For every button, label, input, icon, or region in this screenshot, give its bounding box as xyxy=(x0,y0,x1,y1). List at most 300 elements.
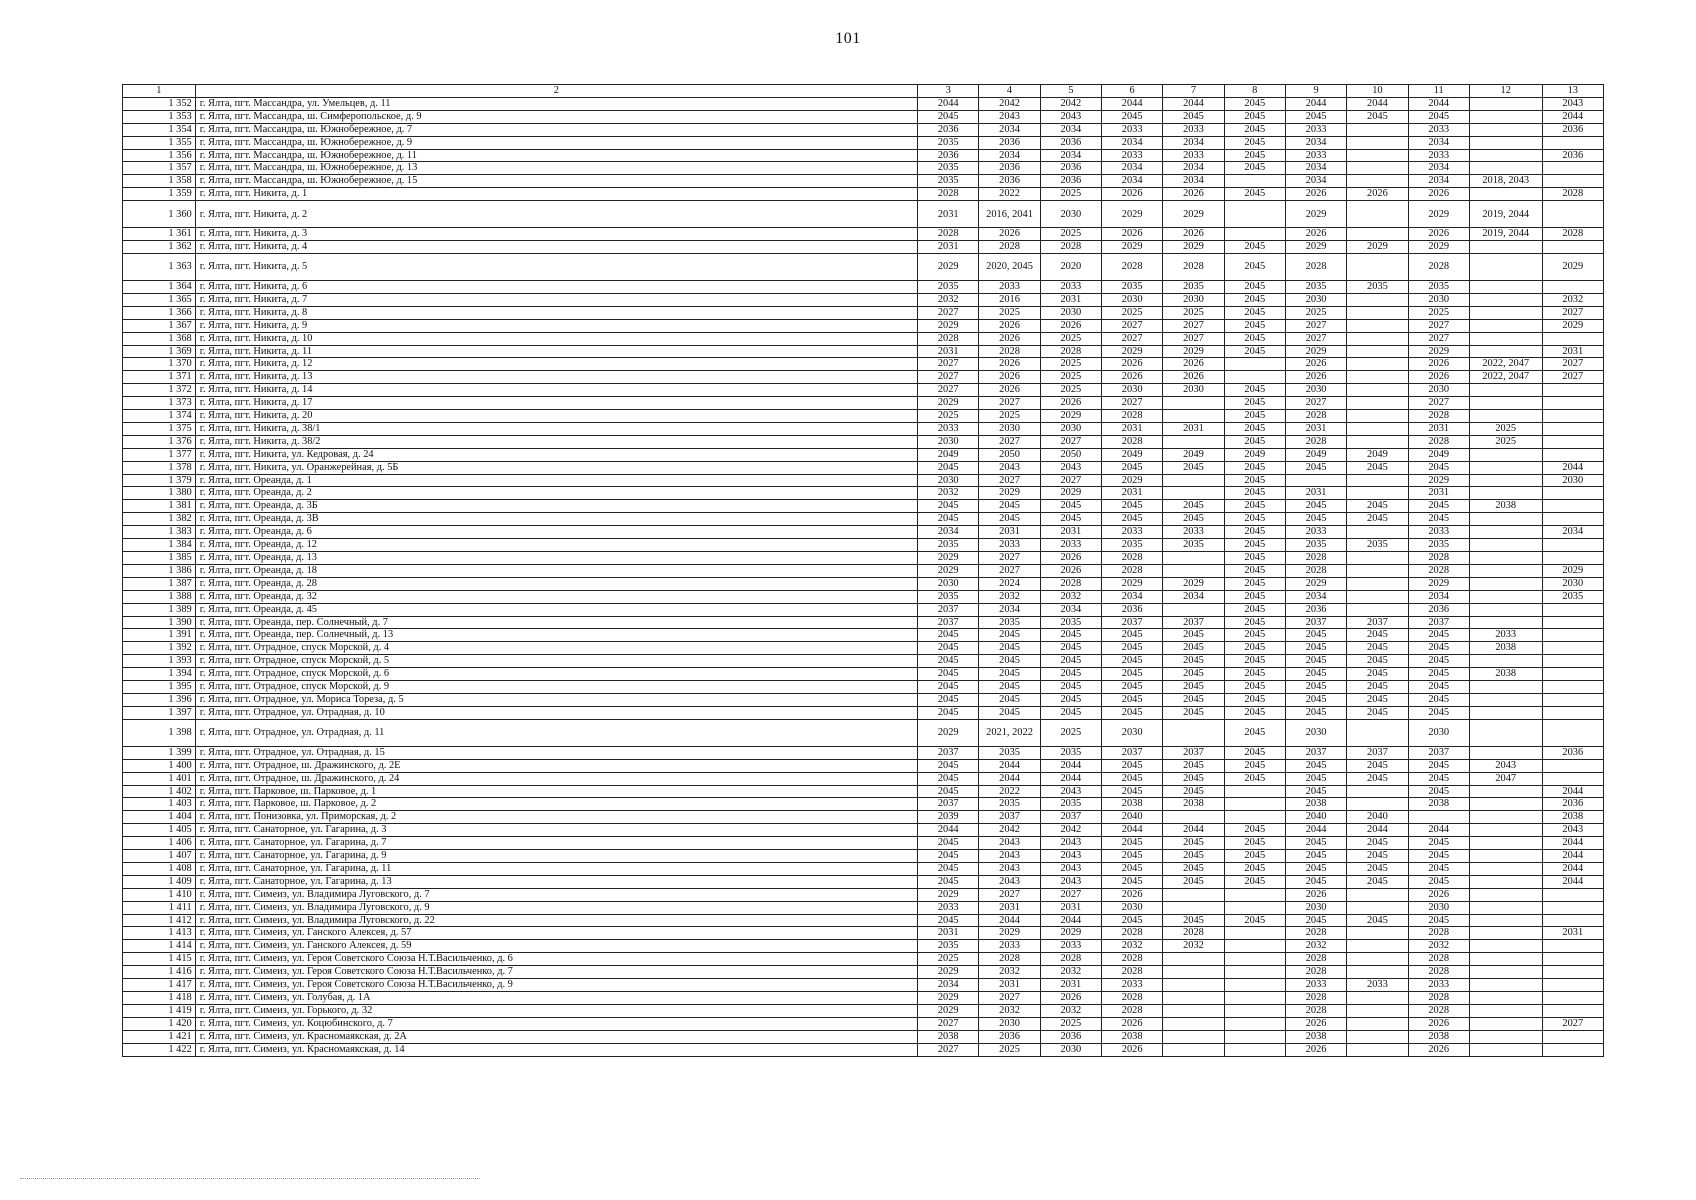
year-cell-col9: 2028 xyxy=(1285,552,1346,565)
year-cell-col9: 2045 xyxy=(1285,759,1346,772)
year-cell-col9: 2030 xyxy=(1285,901,1346,914)
year-cell-col11 xyxy=(1408,811,1469,824)
year-cell-col6: 2028 xyxy=(1101,1004,1162,1017)
row-number-cell: 1 356 xyxy=(123,149,196,162)
year-cell-col8 xyxy=(1224,979,1285,992)
year-cell-col13 xyxy=(1542,642,1603,655)
table-row xyxy=(123,811,1604,824)
year-cell-col4: 2044 xyxy=(979,772,1040,785)
row-number-cell: 1 362 xyxy=(123,241,196,254)
year-cell-col8 xyxy=(1224,1017,1285,1030)
year-cell-col6: 2033 xyxy=(1101,149,1162,162)
year-cell-col9: 2027 xyxy=(1285,397,1346,410)
year-cell-col8: 2045 xyxy=(1224,422,1285,435)
year-cell-col6: 2034 xyxy=(1101,175,1162,188)
address-cell: г. Ялта, пгт. Никита, д. 5 xyxy=(195,253,917,280)
year-cell-col8: 2045 xyxy=(1224,513,1285,526)
address-cell: г. Ялта, пгт. Никита, д. 38/2 xyxy=(195,435,917,448)
year-cell-col9: 2030 xyxy=(1285,293,1346,306)
year-cell-col3: 2029 xyxy=(918,966,979,979)
year-cell-col8: 2045 xyxy=(1224,280,1285,293)
year-cell-col8 xyxy=(1224,1004,1285,1017)
year-cell-col3: 2045 xyxy=(918,110,979,123)
year-cell-col9: 2037 xyxy=(1285,746,1346,759)
year-cell-col3: 2028 xyxy=(918,188,979,201)
year-cell-col7: 2037 xyxy=(1163,616,1224,629)
year-cell-col3: 2027 xyxy=(918,384,979,397)
year-cell-col3: 2029 xyxy=(918,992,979,1005)
year-cell-col12 xyxy=(1469,966,1542,979)
year-cell-col11: 2045 xyxy=(1408,681,1469,694)
year-cell-col11: 2044 xyxy=(1408,824,1469,837)
year-cell-col4: 2027 xyxy=(979,888,1040,901)
year-cell-col5: 2027 xyxy=(1040,474,1101,487)
row-number-cell: 1 380 xyxy=(123,487,196,500)
year-cell-col12 xyxy=(1469,345,1542,358)
year-cell-col12 xyxy=(1469,1030,1542,1043)
table-row xyxy=(123,384,1604,397)
address-cell: г. Ялта, пгт. Ореанда, пер. Солнечный, д. 7 xyxy=(195,616,917,629)
column-header-2: 2 xyxy=(195,85,917,98)
year-cell-col7: 2045 xyxy=(1163,461,1224,474)
year-cell-col5: 2034 xyxy=(1040,123,1101,136)
year-cell-col13: 2028 xyxy=(1542,228,1603,241)
year-cell-col10 xyxy=(1347,901,1408,914)
row-number-cell: 1 407 xyxy=(123,850,196,863)
year-cell-col3: 2030 xyxy=(918,474,979,487)
year-cell-col9: 2026 xyxy=(1285,188,1346,201)
year-cell-col9: 2025 xyxy=(1285,306,1346,319)
year-cell-col7: 2045 xyxy=(1163,513,1224,526)
year-cell-col6: 2044 xyxy=(1101,824,1162,837)
address-cell: г. Ялта, пгт. Симеиз, ул. Красномаякская, д. 14 xyxy=(195,1043,917,1056)
year-cell-col10: 2045 xyxy=(1347,875,1408,888)
address-cell: г. Ялта, пгт. Никита, д. 7 xyxy=(195,293,917,306)
year-cell-col3: 2044 xyxy=(918,97,979,110)
year-cell-col3: 2030 xyxy=(918,435,979,448)
year-cell-col5: 2025 xyxy=(1040,371,1101,384)
year-cell-col9: 2033 xyxy=(1285,979,1346,992)
year-cell-col12 xyxy=(1469,448,1542,461)
year-cell-col7: 2045 xyxy=(1163,862,1224,875)
year-cell-col4: 2043 xyxy=(979,110,1040,123)
year-cell-col10: 2040 xyxy=(1347,811,1408,824)
year-cell-col3: 2028 xyxy=(918,228,979,241)
row-number-cell: 1 378 xyxy=(123,461,196,474)
row-number-cell: 1 387 xyxy=(123,577,196,590)
year-cell-col8 xyxy=(1224,785,1285,798)
year-cell-col4: 2033 xyxy=(979,280,1040,293)
year-cell-col3: 2027 xyxy=(918,1043,979,1056)
year-cell-col11: 2028 xyxy=(1408,1004,1469,1017)
year-cell-col10 xyxy=(1347,149,1408,162)
table-row xyxy=(123,681,1604,694)
year-cell-col11: 2045 xyxy=(1408,668,1469,681)
year-cell-col4: 2045 xyxy=(979,668,1040,681)
row-number-cell: 1 402 xyxy=(123,785,196,798)
year-cell-col7 xyxy=(1163,719,1224,746)
year-cell-col13 xyxy=(1542,410,1603,423)
year-cell-col3: 2045 xyxy=(918,862,979,875)
year-cell-col7: 2045 xyxy=(1163,759,1224,772)
year-cell-col4: 2031 xyxy=(979,901,1040,914)
year-cell-col13 xyxy=(1542,759,1603,772)
year-cell-col7 xyxy=(1163,474,1224,487)
year-cell-col8: 2045 xyxy=(1224,253,1285,280)
address-cell: г. Ялта, пгт. Санаторное, ул. Гагарина, д. 13 xyxy=(195,875,917,888)
year-cell-col5: 2045 xyxy=(1040,642,1101,655)
column-header-3: 3 xyxy=(918,85,979,98)
year-cell-col11: 2044 xyxy=(1408,97,1469,110)
year-cell-col4: 2028 xyxy=(979,241,1040,254)
row-number-cell: 1 396 xyxy=(123,693,196,706)
address-cell: г. Ялта, пгт. Никита, д. 17 xyxy=(195,397,917,410)
year-cell-col13 xyxy=(1542,1030,1603,1043)
address-cell: г. Ялта, пгт. Симеиз, ул. Героя Советского Союза Н.Т.Васильченко, д. 7 xyxy=(195,966,917,979)
year-cell-col10 xyxy=(1347,319,1408,332)
year-cell-col6: 2045 xyxy=(1101,772,1162,785)
year-cell-col9: 2031 xyxy=(1285,422,1346,435)
year-cell-col8: 2045 xyxy=(1224,616,1285,629)
column-header-6: 6 xyxy=(1101,85,1162,98)
row-number-cell: 1 391 xyxy=(123,629,196,642)
year-cell-col12 xyxy=(1469,332,1542,345)
year-cell-col3: 2045 xyxy=(918,655,979,668)
year-cell-col10 xyxy=(1347,358,1408,371)
year-cell-col3: 2045 xyxy=(918,693,979,706)
year-cell-col9: 2045 xyxy=(1285,914,1346,927)
year-cell-col7 xyxy=(1163,552,1224,565)
year-cell-col8: 2045 xyxy=(1224,862,1285,875)
table-row xyxy=(123,448,1604,461)
address-cell: г. Ялта, пгт. Санаторное, ул. Гагарина, д. 11 xyxy=(195,862,917,875)
year-cell-col4: 2021, 2022 xyxy=(979,719,1040,746)
year-cell-col7: 2038 xyxy=(1163,798,1224,811)
year-cell-col13 xyxy=(1542,681,1603,694)
year-cell-col10 xyxy=(1347,201,1408,228)
year-cell-col4: 2035 xyxy=(979,746,1040,759)
year-cell-col8: 2045 xyxy=(1224,241,1285,254)
year-cell-col13: 2038 xyxy=(1542,811,1603,824)
year-cell-col9: 2028 xyxy=(1285,564,1346,577)
year-cell-col9: 2031 xyxy=(1285,487,1346,500)
table-row xyxy=(123,526,1604,539)
year-cell-col6: 2045 xyxy=(1101,668,1162,681)
year-cell-col7: 2034 xyxy=(1163,175,1224,188)
year-cell-col12: 2025 xyxy=(1469,422,1542,435)
year-cell-col13: 2031 xyxy=(1542,345,1603,358)
year-cell-col12 xyxy=(1469,306,1542,319)
year-cell-col8 xyxy=(1224,201,1285,228)
year-cell-col9: 2026 xyxy=(1285,1043,1346,1056)
year-cell-col11: 2045 xyxy=(1408,772,1469,785)
year-cell-col6: 2029 xyxy=(1101,474,1162,487)
year-cell-col9: 2029 xyxy=(1285,201,1346,228)
year-cell-col5: 2043 xyxy=(1040,461,1101,474)
address-cell: г. Ялта, пгт. Ореанда, д. 13 xyxy=(195,552,917,565)
year-cell-col12 xyxy=(1469,940,1542,953)
year-cell-col6: 2031 xyxy=(1101,422,1162,435)
year-cell-col5: 2035 xyxy=(1040,616,1101,629)
year-cell-col8 xyxy=(1224,927,1285,940)
year-cell-col9: 2037 xyxy=(1285,616,1346,629)
year-cell-col9: 2029 xyxy=(1285,345,1346,358)
address-cell: г. Ялта, пгт. Симеиз, ул. Голубая, д. 1А xyxy=(195,992,917,1005)
year-cell-col12 xyxy=(1469,888,1542,901)
column-header-7: 7 xyxy=(1163,85,1224,98)
year-cell-col13 xyxy=(1542,772,1603,785)
year-cell-col3: 2045 xyxy=(918,914,979,927)
year-cell-col10 xyxy=(1347,992,1408,1005)
year-cell-col3: 2036 xyxy=(918,149,979,162)
year-cell-col11: 2034 xyxy=(1408,136,1469,149)
year-cell-col4: 2036 xyxy=(979,136,1040,149)
year-cell-col6: 2029 xyxy=(1101,241,1162,254)
year-cell-col10 xyxy=(1347,526,1408,539)
row-number-cell: 1 389 xyxy=(123,603,196,616)
row-number-cell: 1 354 xyxy=(123,123,196,136)
row-number-cell: 1 406 xyxy=(123,837,196,850)
year-cell-col9: 2026 xyxy=(1285,1017,1346,1030)
year-cell-col4: 2034 xyxy=(979,123,1040,136)
row-number-cell: 1 399 xyxy=(123,746,196,759)
table-row xyxy=(123,901,1604,914)
year-cell-col12 xyxy=(1469,123,1542,136)
year-cell-col7: 2045 xyxy=(1163,772,1224,785)
table-row xyxy=(123,927,1604,940)
year-cell-col7: 2049 xyxy=(1163,448,1224,461)
row-number-cell: 1 372 xyxy=(123,384,196,397)
table-row xyxy=(123,358,1604,371)
year-cell-col8 xyxy=(1224,940,1285,953)
year-cell-col11: 2045 xyxy=(1408,759,1469,772)
year-cell-col13: 2035 xyxy=(1542,590,1603,603)
row-number-cell: 1 418 xyxy=(123,992,196,1005)
year-cell-col6: 2045 xyxy=(1101,513,1162,526)
year-cell-col10 xyxy=(1347,785,1408,798)
year-cell-col4: 2030 xyxy=(979,1017,1040,1030)
year-cell-col4: 2029 xyxy=(979,487,1040,500)
address-cell: г. Ялта, пгт. Никита, д. 2 xyxy=(195,201,917,228)
schedule-table-container xyxy=(122,84,1604,1057)
year-cell-col9: 2034 xyxy=(1285,136,1346,149)
year-cell-col10: 2035 xyxy=(1347,539,1408,552)
year-cell-col13: 2036 xyxy=(1542,149,1603,162)
year-cell-col4: 2028 xyxy=(979,953,1040,966)
year-cell-col11: 2028 xyxy=(1408,564,1469,577)
year-cell-col11: 2049 xyxy=(1408,448,1469,461)
year-cell-col10 xyxy=(1347,435,1408,448)
year-cell-col12: 2038 xyxy=(1469,500,1542,513)
year-cell-col3: 2035 xyxy=(918,590,979,603)
year-cell-col5: 2028 xyxy=(1040,953,1101,966)
year-cell-col4: 2033 xyxy=(979,539,1040,552)
year-cell-col8 xyxy=(1224,175,1285,188)
year-cell-col10 xyxy=(1347,552,1408,565)
year-cell-col11: 2029 xyxy=(1408,345,1469,358)
address-cell: г. Ялта, пгт. Никита, д. 6 xyxy=(195,280,917,293)
address-cell: г. Ялта, пгт. Санаторное, ул. Гагарина, д. 7 xyxy=(195,837,917,850)
row-number-cell: 1 421 xyxy=(123,1030,196,1043)
year-cell-col6: 2029 xyxy=(1101,345,1162,358)
row-number-cell: 1 385 xyxy=(123,552,196,565)
year-cell-col9: 2028 xyxy=(1285,966,1346,979)
year-cell-col11: 2033 xyxy=(1408,149,1469,162)
year-cell-col8 xyxy=(1224,953,1285,966)
year-cell-col4: 2029 xyxy=(979,927,1040,940)
year-cell-col13: 2044 xyxy=(1542,461,1603,474)
year-cell-col11: 2033 xyxy=(1408,123,1469,136)
year-cell-col4: 2037 xyxy=(979,811,1040,824)
year-cell-col11: 2045 xyxy=(1408,500,1469,513)
year-cell-col12 xyxy=(1469,110,1542,123)
year-cell-col13: 2044 xyxy=(1542,850,1603,863)
year-cell-col12: 2025 xyxy=(1469,435,1542,448)
year-cell-col4: 2027 xyxy=(979,992,1040,1005)
year-cell-col7: 2045 xyxy=(1163,629,1224,642)
address-cell: г. Ялта, пгт. Симеиз, ул. Владимира Луговского, д. 22 xyxy=(195,914,917,927)
table-row xyxy=(123,201,1604,228)
table-row xyxy=(123,371,1604,384)
footer-rule xyxy=(20,1178,480,1179)
year-cell-col12: 2018, 2043 xyxy=(1469,175,1542,188)
year-cell-col13 xyxy=(1542,668,1603,681)
year-cell-col4: 2032 xyxy=(979,590,1040,603)
table-row xyxy=(123,461,1604,474)
year-cell-col7: 2030 xyxy=(1163,293,1224,306)
year-cell-col10 xyxy=(1347,332,1408,345)
year-cell-col13 xyxy=(1542,384,1603,397)
year-cell-col12: 2019, 2044 xyxy=(1469,228,1542,241)
table-row xyxy=(123,719,1604,746)
year-cell-col9: 2034 xyxy=(1285,162,1346,175)
year-cell-col9: 2028 xyxy=(1285,435,1346,448)
year-cell-col4: 2027 xyxy=(979,435,1040,448)
year-cell-col10: 2045 xyxy=(1347,655,1408,668)
address-cell: г. Ялта, пгт. Симеиз, ул. Ганского Алексея, д. 59 xyxy=(195,940,917,953)
year-cell-col3: 2029 xyxy=(918,1004,979,1017)
address-cell: г. Ялта, пгт. Никита, д. 11 xyxy=(195,345,917,358)
year-cell-col13 xyxy=(1542,513,1603,526)
year-cell-col11: 2035 xyxy=(1408,539,1469,552)
year-cell-col5: 2045 xyxy=(1040,629,1101,642)
row-number-cell: 1 381 xyxy=(123,500,196,513)
year-cell-col10 xyxy=(1347,253,1408,280)
year-cell-col13 xyxy=(1542,719,1603,746)
year-cell-col3: 2034 xyxy=(918,526,979,539)
year-cell-col5: 2027 xyxy=(1040,888,1101,901)
address-cell: г. Ялта, пгт. Отрадное, ул. Отрадная, д. 11 xyxy=(195,719,917,746)
year-cell-col8: 2045 xyxy=(1224,487,1285,500)
year-cell-col8: 2045 xyxy=(1224,590,1285,603)
table-row xyxy=(123,979,1604,992)
year-cell-col13 xyxy=(1542,487,1603,500)
address-cell: г. Ялта, пгт. Никита, д. 1 xyxy=(195,188,917,201)
year-cell-col8: 2045 xyxy=(1224,435,1285,448)
year-cell-col3: 2029 xyxy=(918,564,979,577)
year-cell-col4: 2045 xyxy=(979,681,1040,694)
year-cell-col11: 2031 xyxy=(1408,487,1469,500)
year-cell-col7 xyxy=(1163,979,1224,992)
year-cell-col6: 2045 xyxy=(1101,642,1162,655)
year-cell-col4: 2036 xyxy=(979,162,1040,175)
table-row xyxy=(123,435,1604,448)
address-cell: г. Ялта, пгт. Массандра, ш. Южнобережное, д. 11 xyxy=(195,149,917,162)
year-cell-col12 xyxy=(1469,655,1542,668)
address-cell: г. Ялта, пгт. Симеиз, ул. Ганского Алексея, д. 57 xyxy=(195,927,917,940)
address-cell: г. Ялта, пгт. Симеиз, ул. Владимира Луговского, д. 7 xyxy=(195,888,917,901)
year-cell-col9: 2045 xyxy=(1285,875,1346,888)
year-cell-col5: 2036 xyxy=(1040,1030,1101,1043)
year-cell-col8: 2045 xyxy=(1224,293,1285,306)
year-cell-col7: 2031 xyxy=(1163,422,1224,435)
year-cell-col4: 2042 xyxy=(979,824,1040,837)
year-cell-col8: 2045 xyxy=(1224,837,1285,850)
year-cell-col6: 2033 xyxy=(1101,979,1162,992)
year-cell-col6: 2044 xyxy=(1101,97,1162,110)
year-cell-col13: 2044 xyxy=(1542,862,1603,875)
year-cell-col9: 2028 xyxy=(1285,992,1346,1005)
year-cell-col5: 2044 xyxy=(1040,914,1101,927)
year-cell-col12: 2043 xyxy=(1469,759,1542,772)
year-cell-col5: 2042 xyxy=(1040,824,1101,837)
year-cell-col11: 2025 xyxy=(1408,306,1469,319)
year-cell-col9: 2028 xyxy=(1285,953,1346,966)
year-cell-col12 xyxy=(1469,590,1542,603)
year-cell-col3: 2027 xyxy=(918,1017,979,1030)
year-cell-col13: 2043 xyxy=(1542,824,1603,837)
year-cell-col8: 2045 xyxy=(1224,759,1285,772)
year-cell-col13: 2029 xyxy=(1542,319,1603,332)
year-cell-col11: 2045 xyxy=(1408,706,1469,719)
year-cell-col3: 2049 xyxy=(918,448,979,461)
address-cell: г. Ялта, пгт. Ореанда, д. 28 xyxy=(195,577,917,590)
row-number-cell: 1 400 xyxy=(123,759,196,772)
year-cell-col13: 2044 xyxy=(1542,875,1603,888)
table-row xyxy=(123,564,1604,577)
year-cell-col7 xyxy=(1163,435,1224,448)
year-cell-col5: 2025 xyxy=(1040,719,1101,746)
year-cell-col7: 2044 xyxy=(1163,97,1224,110)
year-cell-col8: 2045 xyxy=(1224,629,1285,642)
year-cell-col3: 2045 xyxy=(918,461,979,474)
year-cell-col3: 2025 xyxy=(918,410,979,423)
address-cell: г. Ялта, пгт. Симеиз, ул. Героя Советского Союза Н.Т.Васильченко, д. 9 xyxy=(195,979,917,992)
year-cell-col4: 2026 xyxy=(979,228,1040,241)
year-cell-col11: 2030 xyxy=(1408,719,1469,746)
year-cell-col9: 2026 xyxy=(1285,228,1346,241)
table-row xyxy=(123,642,1604,655)
table-row xyxy=(123,914,1604,927)
year-cell-col6: 2035 xyxy=(1101,280,1162,293)
year-cell-col8: 2045 xyxy=(1224,642,1285,655)
year-cell-col5: 2030 xyxy=(1040,306,1101,319)
year-cell-col3: 2029 xyxy=(918,552,979,565)
year-cell-col11: 2045 xyxy=(1408,862,1469,875)
year-cell-col7: 2030 xyxy=(1163,384,1224,397)
year-cell-col7: 2035 xyxy=(1163,539,1224,552)
year-cell-col8: 2045 xyxy=(1224,188,1285,201)
year-cell-col4: 2026 xyxy=(979,384,1040,397)
year-cell-col8 xyxy=(1224,966,1285,979)
year-cell-col3: 2035 xyxy=(918,539,979,552)
address-cell: г. Ялта, пгт. Симеиз, ул. Горького, д. 32 xyxy=(195,1004,917,1017)
year-cell-col9: 2045 xyxy=(1285,668,1346,681)
year-cell-col12 xyxy=(1469,1043,1542,1056)
year-cell-col7 xyxy=(1163,901,1224,914)
year-cell-col13 xyxy=(1542,500,1603,513)
row-number-cell: 1 357 xyxy=(123,162,196,175)
